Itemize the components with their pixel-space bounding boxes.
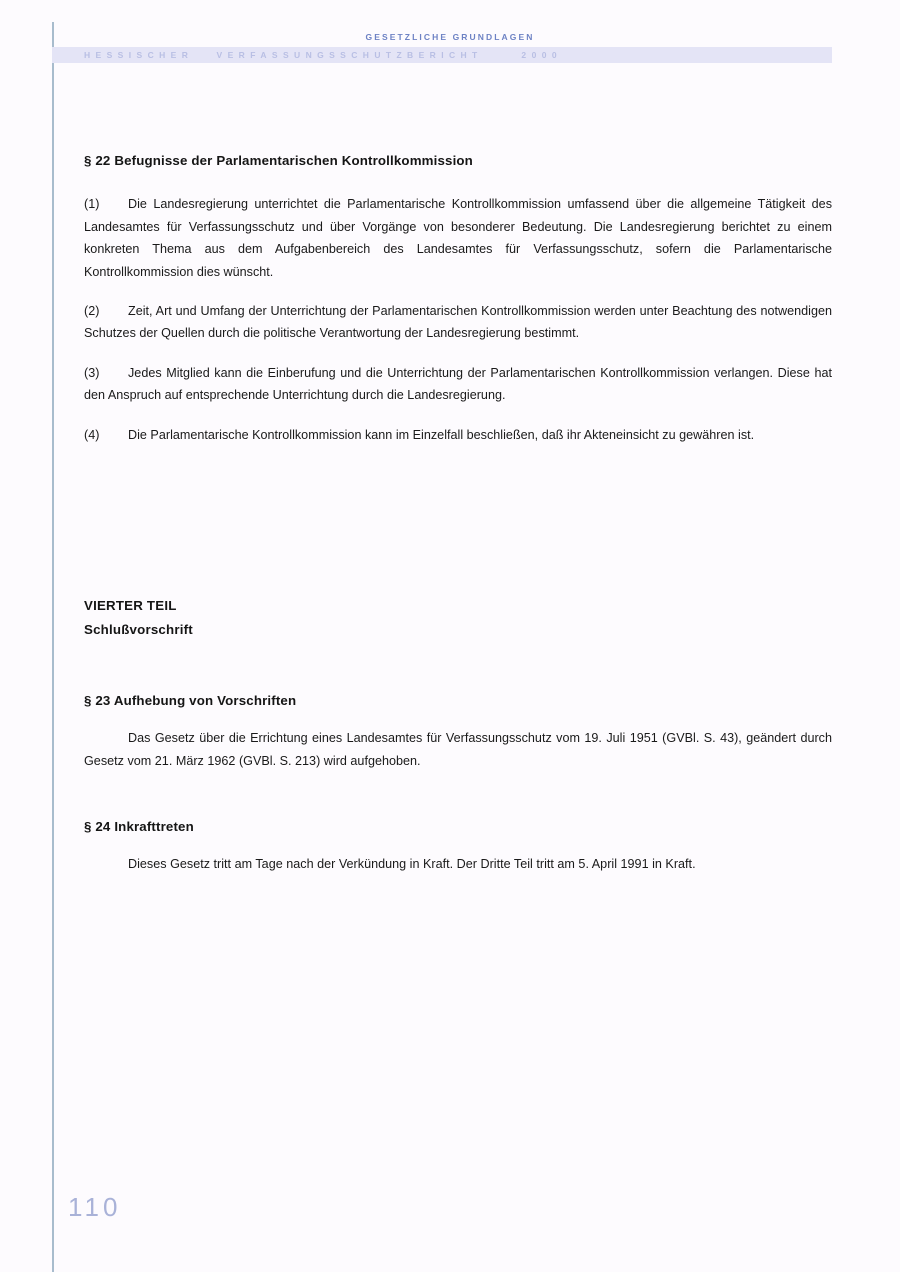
- heading-paragraph-23: § 23 Aufhebung von Vorschriften: [84, 692, 297, 708]
- clause-2-text: Zeit, Art und Umfang der Unterrichtung der Parlamentarischen Kontrollkommission werden unter Beachtung des notwendigen Schutzes der Quellen durch die politische Verantwortung der Landesregierung bestimmt.: [84, 303, 832, 341]
- clause-4-number: (4): [84, 427, 100, 442]
- page-body: [84, 152, 832, 876]
- paragraph-24-body: [84, 853, 832, 875]
- heading-paragraph-22: § 22 Befugnisse der Parlamentarischen Kontrollkommission: [84, 153, 473, 168]
- heading-vierter-teil-line1: VIERTER TEIL: [84, 597, 177, 613]
- heading-vierter-teil-line2: Schlußvorschrift: [84, 621, 193, 637]
- running-head-kicker: GESETZLICHE GRUNDLAGEN: [365, 32, 535, 42]
- paragraph-23-body: [84, 727, 832, 772]
- clause-3: [84, 362, 832, 407]
- clause-2-number: (2): [84, 303, 100, 318]
- clause-2: [84, 300, 832, 345]
- clause-1: [84, 193, 832, 283]
- running-head-banner-text: HESSISCHER VERFASSUNGSSCHUTZBERICHT 2000: [84, 50, 562, 60]
- clause-3-text: Jedes Mitglied kann die Einberufung und die Unterrichtung der Parlamentarischen Kontrollkommission verlangen. Diese hat den Anspruch auf entsprechende Unterrichtung durch die Landesregierung.: [84, 365, 832, 403]
- clause-4-text: Die Parlamentarische Kontrollkommission kann im Einzelfall beschließen, daß ihr Akteneinsicht zu gewähren ist.: [128, 427, 755, 442]
- clause-1-number: (1): [84, 197, 100, 212]
- left-margin-rule: [52, 22, 54, 1272]
- clause-4: [84, 424, 832, 446]
- page-number: 110: [68, 1192, 122, 1222]
- clause-1-text: Die Landesregierung unterrichtet die Parlamentarische Kontrollkommission umfassend über die allgemeine Tätigkeit des Landesamtes für Verfassungsschutz und über Vorgänge von besonderer Bedeutung. Die Landesregierung berichtet zu einem konkreten Thema aus dem Aufgabenbereich des Landesamtes für Verfassungsschutz, sofern die Parlamentarische Kontrollkommission dies wünscht.: [84, 197, 832, 279]
- paragraph-24-text: Dieses Gesetz tritt am Tage nach der Verkündung in Kraft. Der Dritte Teil tritt am 5. April 1991 in Kraft.: [128, 857, 696, 872]
- heading-paragraph-24: § 24 Inkrafttreten: [84, 819, 194, 835]
- paragraph-23-text: Das Gesetz über die Errichtung eines Landesamtes für Verfassungsschutz vom 19. Juli 1951 (GVBl. S. 43), geändert durch Gesetz vom 21. März 1962 (GVBl. S. 213) wird aufgehoben.: [84, 731, 832, 768]
- clause-3-number: (3): [84, 365, 100, 380]
